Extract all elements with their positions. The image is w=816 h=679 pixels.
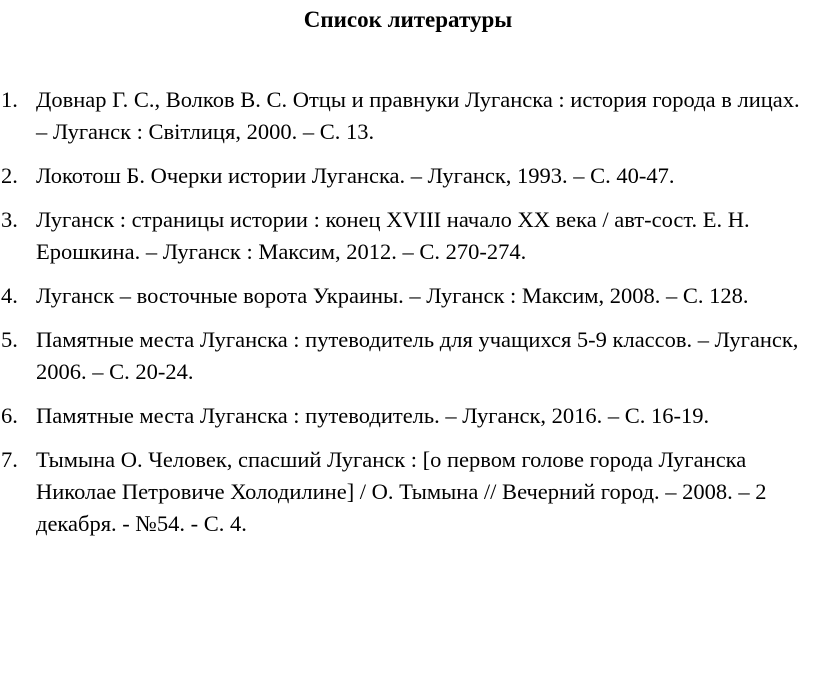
reference-text: Памятные места Луганска : путеводитель для учащихся 5-9 классов. – Луганск, 2006. – С. 20-24. (36, 327, 799, 384)
reference-text: Памятные места Луганска : путеводитель. – Луганск, 2016. – С. 16-19. (36, 403, 710, 428)
reference-list (0, 84, 816, 552)
reference-text: Луганск : страницы истории : конец XVIII начало XX века / авт-сост. Е. Н. Ерошкина. – Луганск : Максим, 2012. – С. 270-274. (36, 207, 750, 264)
page-title: Список литературы (303, 7, 513, 32)
reference-number: 7. (1, 447, 18, 472)
reference-number: 6. (1, 403, 18, 428)
reference-text: Локотош Б. Очерки истории Луганска. – Луганск, 1993. – С. 40-47. (36, 163, 675, 188)
reference-item (0, 400, 816, 432)
reference-item (0, 280, 816, 312)
reference-item (0, 160, 816, 192)
reference-text: Луганск – восточные ворота Украины. – Луганск : Максим, 2008. – С. 128. (36, 283, 749, 308)
reference-text: Тымына О. Человек, спасший Луганск : [о первом голове города Луганска Николае Петровиче Холодилине] / О. Тымына // Вечерний город. – 2008. – 2 декабря. - №54. - С. 4. (36, 447, 767, 536)
reference-number: 3. (1, 207, 18, 232)
reference-text: Довнар Г. С., Волков В. С. Отцы и правнуки Луганска : история города в лицах. – Луганск : Світлиця, 2000. – С. 13. (36, 87, 800, 144)
reference-number: 2. (1, 163, 18, 188)
reference-item (0, 444, 816, 540)
reference-number: 4. (1, 283, 18, 308)
reference-item (0, 204, 816, 268)
reference-item (0, 84, 816, 148)
reference-item (0, 324, 816, 388)
reference-number: 1. (1, 87, 18, 112)
reference-number: 5. (1, 327, 18, 352)
